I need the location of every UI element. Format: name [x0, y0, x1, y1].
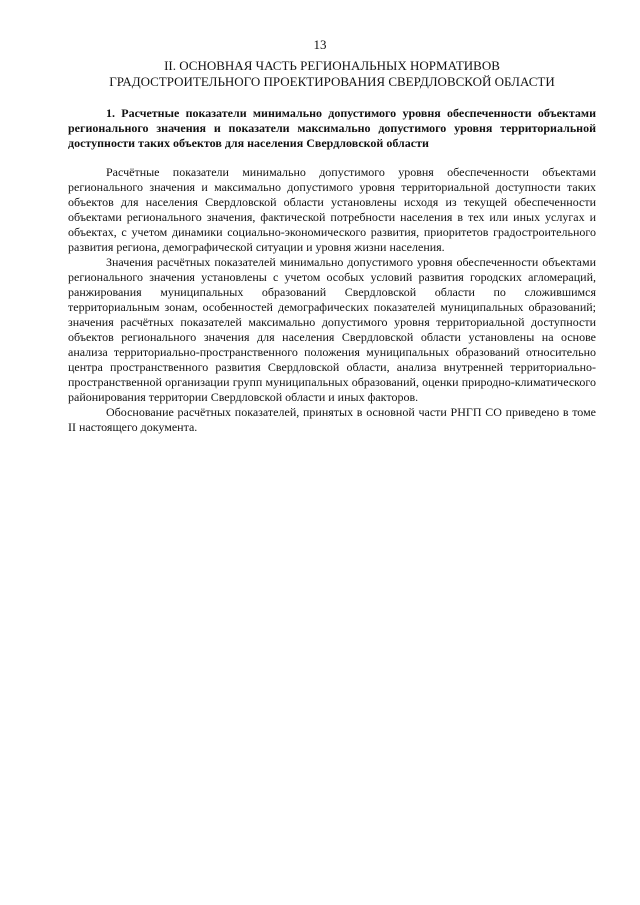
subsection-heading: 1. Расчетные показатели минимально допустимого уровня обеспеченности объектами регионального значения и показатели максимально допустимого уровня территориальной доступности таких объектов для населения Свердловской области: [68, 106, 596, 150]
paragraph: Обоснование расчётных показателей, принятых в основной части РНГП СО приведено в томе II настоящего документа.: [68, 405, 596, 434]
page-number: 13: [313, 37, 327, 52]
body-text: [68, 165, 596, 435]
section-title-line-1: II. ОСНОВНАЯ ЧАСТЬ РЕГИОНАЛЬНЫХ НОРМАТИВОВ: [164, 58, 500, 73]
paragraph: Значения расчётных показателей минимально допустимого уровня обеспеченности объектами регионального значения установлены с учетом особых условий развития городских агломераций, ранжирования муниципальных образований Свердловской области по сложившимся территориальным зонам, особенностей демографических показателей муниципальных образований; значения расчётных показателей максимально допустимого уровня территориальной доступности объектов регионального значения для населения Свердловской области установлены на основе анализа территориально-пространственного положения муниципальных образований относительно центра пространственного развития Свердловской области, анализа внутренней территориально-пространственной организации групп муниципальных образований, оценки природно-климатического районирования территории Свердловской области и иных факторов.: [68, 255, 596, 404]
paragraph: Расчётные показатели минимально допустимого уровня обеспеченности объектами регионального значения и максимально допустимого уровня территориальной доступности таких объектов для населения Свердловской области установлены исходя из текущей обеспеченности объектами регионального значения, фактической потребности населения в тех или иных услугах и объектах, с учетом динамики социально-экономического развития, приоритетов градостроительного развития региона, демографической ситуации и уровня жизни населения.: [68, 165, 596, 254]
section-title-line-2: ГРАДОСТРОИТЕЛЬНОГО ПРОЕКТИРОВАНИЯ СВЕРДЛОВСКОЙ ОБЛАСТИ: [109, 74, 555, 89]
section-title: [68, 58, 596, 90]
